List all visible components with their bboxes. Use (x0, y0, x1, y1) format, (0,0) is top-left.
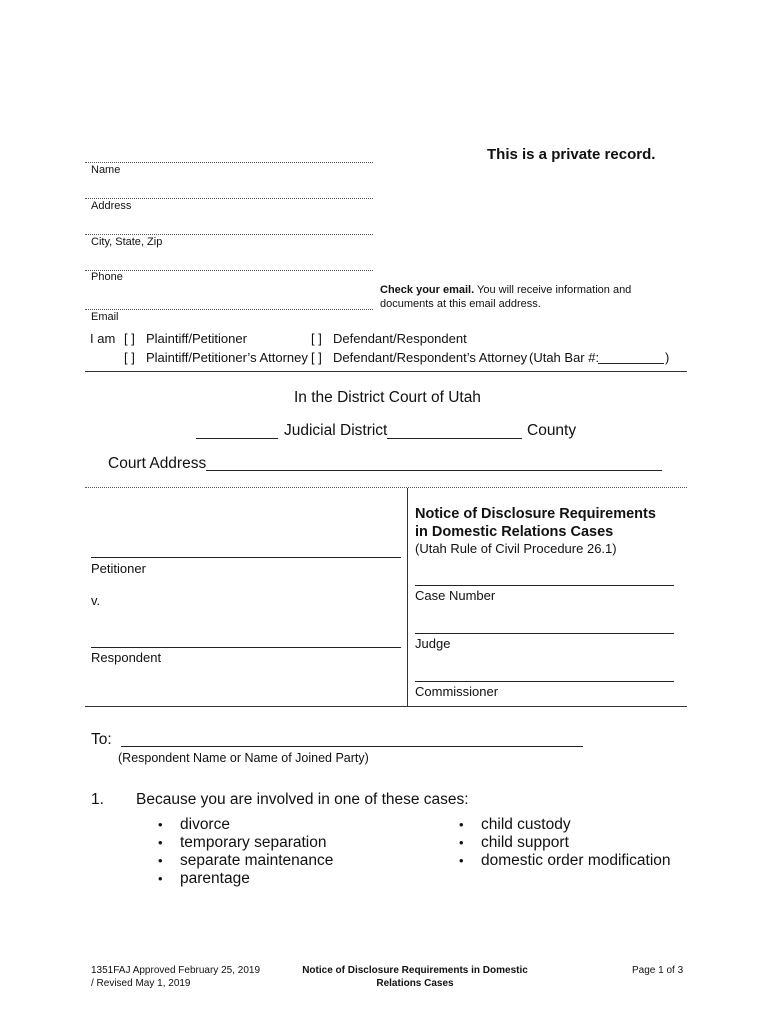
county-line[interactable] (387, 438, 522, 439)
defendant-label: Defendant/Respondent (333, 331, 467, 346)
footer-form-id (91, 964, 260, 990)
footer-form-id-line1: 1351FAJ Approved February 25, 2019 (91, 965, 261, 976)
list-item: • separate maintenance (156, 852, 333, 870)
plaintiff-attorney-label: Plaintiff/Petitioner’s Attorney (146, 350, 308, 365)
respondent-label: Respondent (91, 650, 162, 665)
footer-title (290, 964, 540, 990)
private-record-notice: This is a private record. (487, 146, 656, 163)
case-types-right (457, 816, 671, 870)
respondent-hint: (Respondent Name or Name of Joined Party) (118, 751, 369, 765)
footer-title-line1: Notice of Disclosure Requirements in Domestic (302, 965, 528, 976)
footer-form-id-line2: / Revised May 1, 2019 (91, 978, 191, 989)
email-note-rest: You will receive information and (474, 284, 632, 296)
case-number-line[interactable] (415, 585, 674, 586)
county-label: County (527, 422, 577, 439)
city-state-zip-line[interactable] (85, 234, 373, 235)
commissioner-label: Commissioner (415, 684, 499, 699)
utah-bar-number-line[interactable] (598, 363, 664, 364)
section-number: 1. (91, 791, 104, 808)
to-respondent-line[interactable] (121, 746, 583, 747)
versus-label: v. (91, 593, 101, 608)
email-label: Email (91, 311, 119, 323)
to-label: To: (91, 731, 112, 748)
footer-page-number: Page 1 of 3 (632, 965, 684, 976)
judicial-district-label: Judicial District (284, 422, 388, 439)
defendant-checkbox[interactable]: [ ] (311, 331, 322, 346)
email-note (380, 283, 631, 311)
plaintiff-checkbox[interactable]: [ ] (124, 331, 135, 346)
section-text: Because you are involved in one of these cases: (136, 791, 469, 808)
name-label: Name (91, 164, 121, 176)
footer-title-line2: Relations Cases (376, 978, 454, 989)
respondent-line[interactable] (91, 647, 401, 648)
court-address-line[interactable] (206, 470, 662, 471)
caption-top-border (85, 487, 687, 488)
caption-bottom-border (85, 706, 687, 707)
list-item: • parentage (156, 870, 333, 888)
defendant-attorney-checkbox[interactable]: [ ] (311, 350, 322, 365)
case-number-label: Case Number (415, 588, 496, 603)
document-title (415, 505, 656, 541)
plaintiff-attorney-checkbox[interactable]: [ ] (124, 350, 135, 365)
list-item: • child support (457, 834, 671, 852)
document-title-line2: in Domestic Relations Cases (415, 524, 614, 540)
commissioner-line[interactable] (415, 681, 674, 682)
case-types-left (156, 816, 333, 888)
city-state-zip-label: City, State, Zip (91, 236, 163, 248)
list-item: • child custody (457, 816, 671, 834)
phone-label: Phone (91, 271, 123, 283)
court-title: In the District Court of Utah (294, 389, 481, 406)
utah-bar-suffix: ) (665, 350, 670, 365)
petitioner-label: Petitioner (91, 561, 146, 576)
utah-bar-prefix: (Utah Bar #: (529, 350, 600, 365)
judge-label: Judge (415, 636, 451, 651)
i-am-label: I am (90, 331, 116, 346)
plaintiff-label: Plaintiff/Petitioner (146, 331, 247, 346)
list-item: • temporary separation (156, 834, 333, 852)
address-line[interactable] (85, 198, 373, 199)
phone-line[interactable] (85, 270, 373, 271)
email-line[interactable] (85, 309, 373, 310)
court-address-label: Court Address (108, 455, 207, 472)
defendant-attorney-label: Defendant/Respondent’s Attorney (333, 350, 528, 365)
judicial-district-line[interactable] (196, 438, 278, 439)
rule-reference: (Utah Rule of Civil Procedure 26.1) (415, 541, 617, 556)
name-line[interactable] (85, 162, 373, 163)
email-note-bold: Check your email. (380, 284, 475, 296)
judge-line[interactable] (415, 633, 674, 634)
document-title-line1: Notice of Disclosure Requirements (415, 506, 656, 522)
header-divider (85, 371, 687, 372)
email-note-line2: documents at this email address. (380, 298, 541, 310)
caption-divider (407, 488, 408, 707)
petitioner-line[interactable] (91, 557, 401, 558)
list-item: • domestic order modification (457, 852, 671, 870)
list-item: • divorce (156, 816, 333, 834)
address-label: Address (91, 200, 132, 212)
